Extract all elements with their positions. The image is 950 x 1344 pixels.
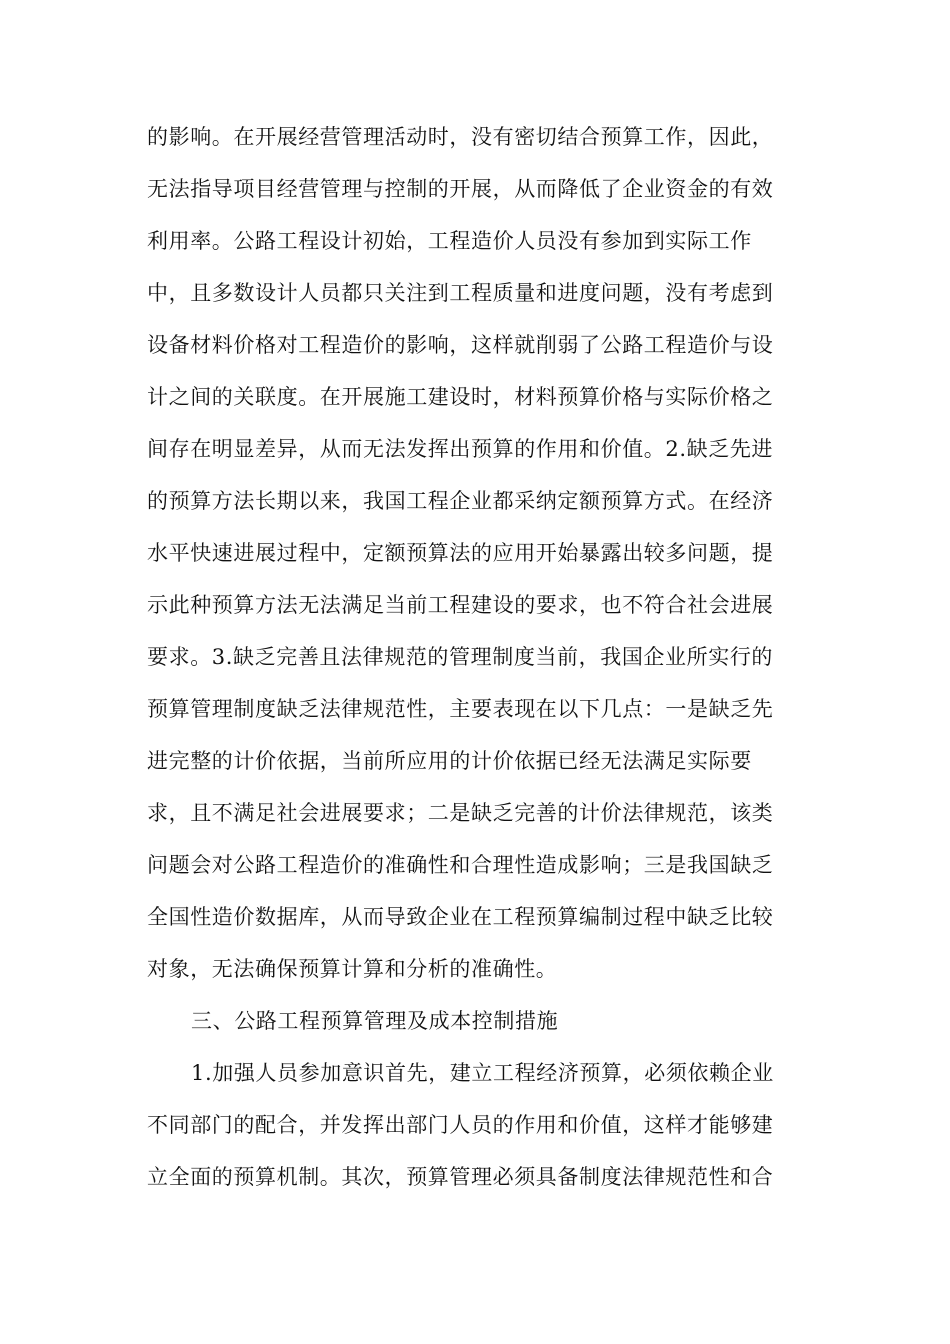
body-line: 要求。3.缺乏完善且法律规范的管理制度当前，我国企业所实行的 — [147, 645, 774, 669]
body-line: 的影响。在开展经营管理活动时，没有密切结合预算工作，因此， — [147, 125, 774, 149]
body-line: 中，且多数设计人员都只关注到工程质量和进度问题，没有考虑到 — [147, 281, 774, 305]
body-line: 1.加强人员参加意识首先，建立工程经济预算，必须依赖企业 — [191, 1061, 774, 1085]
body-line: 进完整的计价依据，当前所应用的计价依据已经无法满足实际要 — [147, 749, 752, 773]
body-line: 无法指导项目经营管理与控制的开展，从而降低了企业资金的有效 — [147, 177, 774, 201]
body-line: 预算管理制度缺乏法律规范性，主要表现在以下几点：一是缺乏先 — [147, 697, 774, 721]
body-line: 水平快速进展过程中，定额预算法的应用开始暴露出较多问题，提 — [147, 541, 774, 565]
body-line: 问题会对公路工程造价的准确性和合理性造成影响；三是我国缺乏 — [147, 853, 774, 877]
body-line: 对象，无法确保预算计算和分析的准确性。 — [147, 957, 558, 981]
section-heading: 三、公路工程预算管理及成本控制措施 — [191, 1009, 559, 1033]
body-line: 的预算方法长期以来，我国工程企业都采纳定额预算方式。在经济 — [147, 489, 774, 513]
body-line: 立全面的预算机制。其次，预算管理必须具备制度法律规范性和合 — [147, 1165, 774, 1189]
body-line: 间存在明显差异，从而无法发挥出预算的作用和价值。2.缺乏先进 — [147, 437, 774, 461]
body-line: 示此种预算方法无法满足当前工程建设的要求，也不符合社会进展 — [147, 593, 774, 617]
body-line: 计之间的关联度。在开展施工建设时，材料预算价格与实际价格之 — [147, 385, 774, 409]
body-line: 利用率。公路工程设计初始，工程造价人员没有参加到实际工作 — [147, 229, 752, 253]
body-line: 求，且不满足社会进展要求；二是缺乏完善的计价法律规范，该类 — [147, 801, 774, 825]
body-line: 设备材料价格对工程造价的影响，这样就削弱了公路工程造价与设 — [147, 333, 774, 357]
body-line: 不同部门的配合，并发挥出部门人员的作用和价值，这样才能够建 — [147, 1113, 774, 1137]
body-line: 全国性造价数据库，从而导致企业在工程预算编制过程中缺乏比较 — [147, 905, 774, 929]
